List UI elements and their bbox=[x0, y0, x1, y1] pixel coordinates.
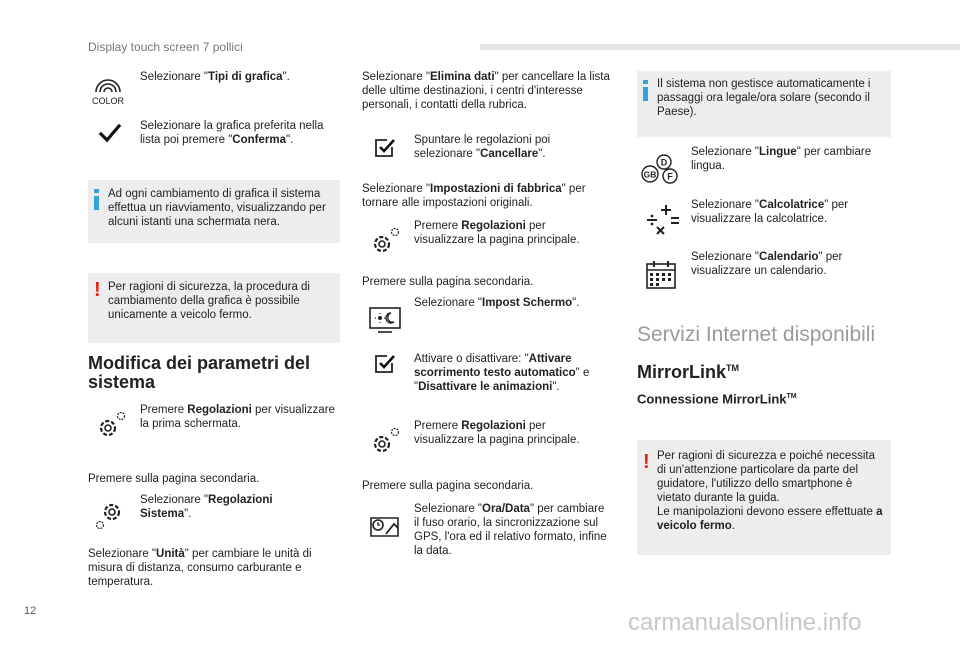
section-heading-system-params: Modifica dei parametri del sistema bbox=[88, 353, 311, 392]
col1-item-system-settings: Selezionare "Regolazioni Sistema". bbox=[140, 494, 273, 520]
col1-item-settings: Premere Regolazioni per visualizzare la prima schermata. bbox=[140, 404, 335, 430]
page-number: 12 bbox=[24, 605, 37, 617]
svg-text:COLOR: COLOR bbox=[91, 96, 125, 106]
col2-para-delete-data: Selezionare "Elimina dati" per cancellare la lista delle ultime destinazioni, i centri d'interesse personali, i contatti della rubrica. bbox=[362, 71, 610, 111]
calendar-icon bbox=[644, 258, 678, 290]
settings-gear-icon bbox=[368, 424, 402, 458]
system-settings-gear-icon bbox=[94, 498, 128, 532]
warning-note-mirrorlink-text: Per ragioni di sicurezza e poiché necessita di un'attenzione particolare da parte del guidatore, l'utilizzo dello smartphone è vietato durante la guida. Le manipolazioni devono essere effettuate a veicolo fermo. bbox=[657, 450, 883, 532]
col2-para-secondary-page-1: Premere sulla pagina secondaria. bbox=[362, 276, 534, 288]
settings-gear-icon bbox=[368, 224, 402, 258]
col2-item-time-date: Selezionare "Ora/Data" per cambiare il fuso orario, la sincronizzazione sul GPS, l'ora ed il relativo formato, infine la data. bbox=[414, 503, 607, 557]
checkbox-tick-icon bbox=[372, 352, 398, 376]
warning-icon: ! bbox=[643, 451, 650, 473]
info-icon bbox=[643, 87, 648, 101]
screen-settings-icon bbox=[368, 306, 402, 334]
col3-item-calendar: Selezionare "Calendario" per visualizzare un calendario. bbox=[691, 251, 843, 277]
languages-icon bbox=[640, 153, 682, 185]
warning-icon: ! bbox=[94, 279, 101, 301]
col2-para-secondary-page-2: Premere sulla pagina secondaria. bbox=[362, 480, 534, 492]
warning-note-box bbox=[88, 273, 340, 343]
clock-date-icon bbox=[368, 512, 404, 540]
col2-item-settings-1: Premere Regolazioni per visualizzare la pagina principale. bbox=[414, 220, 580, 246]
col3-item-languages: Selezionare "Lingue" per cambiare lingua. bbox=[691, 146, 872, 172]
calculator-icon bbox=[642, 202, 682, 236]
col1-para-secondary-page: Premere sulla pagina secondaria. bbox=[88, 473, 260, 485]
warning-note-box-mirrorlink bbox=[637, 440, 891, 555]
col3-item-calculator: Selezionare "Calcolatrice" per visualizzare la calcolatrice. bbox=[691, 199, 849, 225]
col2-item-settings-2: Premere Regolazioni per visualizzare la pagina principale. bbox=[414, 420, 580, 446]
heading-mirrorlink: MirrorLink™ bbox=[637, 362, 740, 382]
col2-item-toggle-scroll: Attivare o disattivare: "Attivare scorrimento testo automatico" e "Disattivare le animazioni". bbox=[414, 353, 590, 393]
col1-item-confirm: Selezionare la grafica preferita nella lista poi premere "Conferma". bbox=[140, 120, 324, 146]
section-title-internet-services: Servizi Internet disponibili bbox=[637, 323, 876, 346]
col2-item-screen-settings: Selezionare "Impost Schermo". bbox=[414, 297, 580, 309]
info-icon bbox=[94, 196, 99, 210]
col1-item-graphic-types: Selezionare "Tipi di grafica". bbox=[140, 71, 290, 83]
info-note-text: Ad ogni cambiamento di grafica il sistema effettua un riavviamento, visualizzando per alcuni istanti una schermata nera. bbox=[108, 188, 326, 228]
col2-item-cancel: Spuntare le regolazioni poi selezionare "Cancellare". bbox=[414, 134, 551, 160]
svg-text:GB: GB bbox=[643, 169, 657, 180]
col1-para-units: Selezionare "Unità" per cambiare le unità di misura di distanza, consumo carburante e temperatura. bbox=[88, 548, 312, 588]
col2-para-factory: Selezionare "Impostazioni di fabbrica" per tornare alle impostazioni originali. bbox=[362, 183, 586, 209]
settings-gear-icon bbox=[94, 408, 128, 442]
color-icon bbox=[88, 76, 128, 106]
info-note-box bbox=[88, 180, 340, 243]
header-title: Display touch screen 7 pollici bbox=[88, 40, 243, 54]
warning-note-text: Per ragioni di sicurezza, la procedura di cambiamento della grafica è possibile unicamente a veicolo fermo. bbox=[108, 281, 310, 321]
info-note-box-dst bbox=[637, 71, 891, 137]
header-divider bbox=[480, 44, 960, 50]
heading-mirrorlink-connection: Connessione MirrorLink™ bbox=[637, 391, 797, 407]
checkbox-tick-icon bbox=[372, 136, 398, 160]
svg-text:D: D bbox=[660, 157, 668, 168]
check-icon bbox=[96, 122, 124, 144]
svg-text:F: F bbox=[667, 171, 673, 182]
info-note-dst-text: Il sistema non gestisce automaticamente i passaggi ora legale/ora solare (secondo il Paese). bbox=[657, 78, 871, 118]
watermark: carmanualsonline.info bbox=[628, 609, 862, 636]
